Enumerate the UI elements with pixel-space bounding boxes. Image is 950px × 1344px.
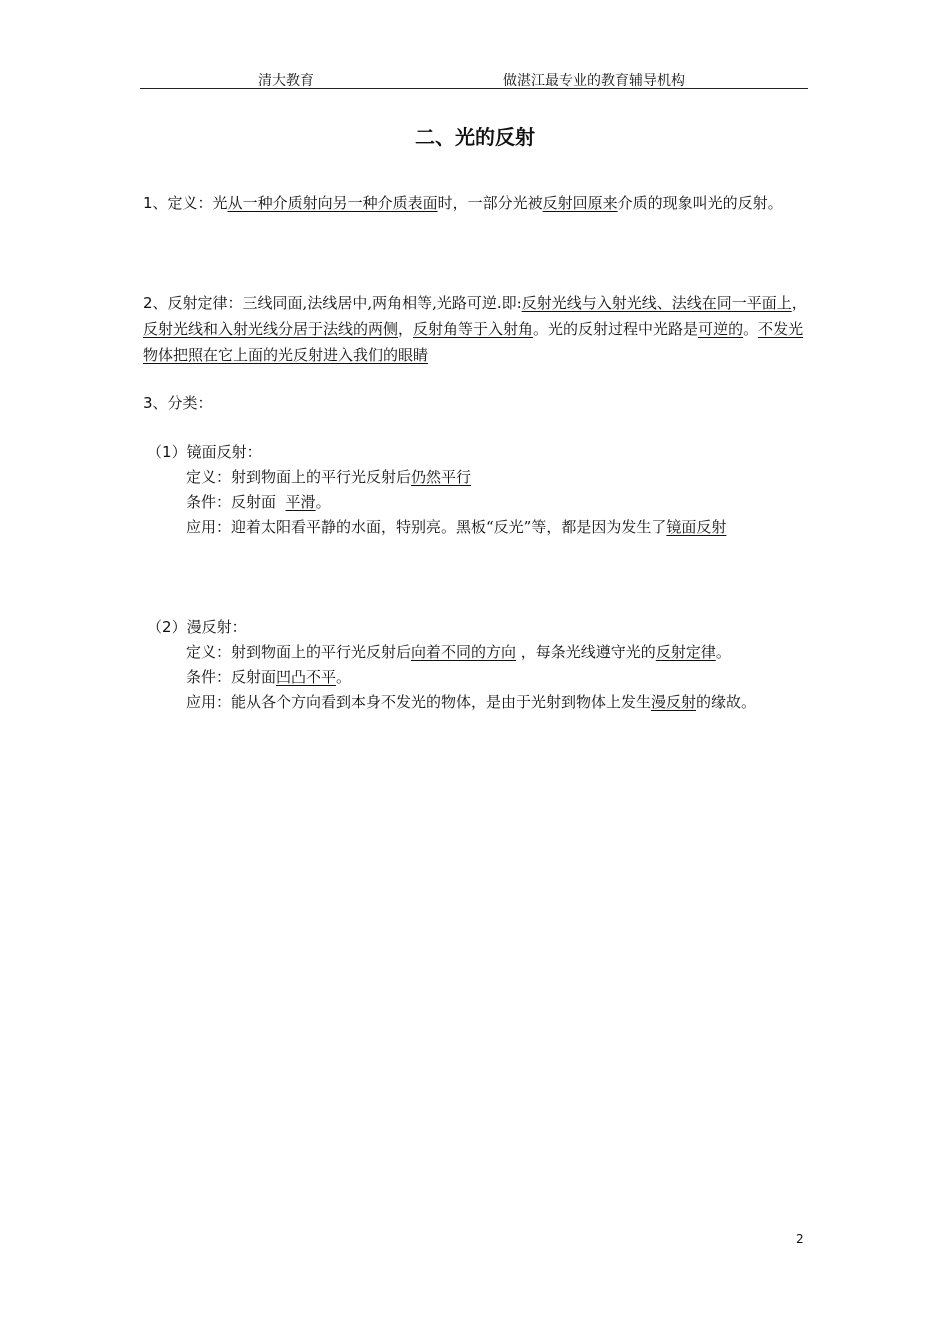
classify-heading [143, 391, 213, 415]
law-number: 2 [143, 294, 153, 312]
mirror-heading [147, 440, 262, 464]
diffuse-definition-text-1: 定义：射到物面上的平行光反射后 [186, 643, 412, 661]
mirror-condition [186, 490, 331, 514]
diffuse-definition-underline-1: 向着不同的方向 [411, 643, 517, 661]
diffuse-heading-label: ）漫反射： [171, 618, 247, 636]
law-underline-5: 不发光物体把照在它上面的光反射进入我们的眼睛 [143, 320, 804, 364]
diffuse-definition [186, 640, 731, 664]
law-underline-1: 反射光线与入射光线、法线在同一平面上 [521, 294, 792, 312]
law-text-5: 。 [743, 320, 759, 338]
mirror-application-underline: 镜面反射 [666, 518, 727, 536]
definition-text-3: 介质的现象叫光的反射。 [617, 194, 783, 212]
diffuse-definition-text-2: ，每条光线遵守光的 [516, 643, 656, 661]
law-text-1: 、反射定律：三线同面,法线居中,两角相等,光路可逆.即: [152, 294, 522, 312]
mirror-application [186, 515, 726, 539]
page-title: 二、光的反射 [415, 125, 535, 149]
header-rule [140, 88, 808, 89]
law-underline-4: 可逆的 [698, 320, 744, 338]
header-right: 做湛江最专业的教育辅导机构 [503, 73, 685, 89]
mirror-heading-label: ）镜面反射： [171, 443, 262, 461]
mirror-condition-text: 条件：反射面 [186, 493, 286, 511]
diffuse-heading-number: 2 [162, 618, 172, 636]
law-text-3: ， [398, 320, 414, 338]
diffuse-condition-underline: 凹凸不平 [276, 668, 337, 686]
law-text-4: 。光的反射过程中光路是 [533, 320, 699, 338]
mirror-definition-text: 定义：射到物面上的平行光反射后 [186, 468, 412, 486]
definition-paragraph [143, 190, 811, 216]
mirror-application-text: 应用：迎着太阳看平静的水面，特别亮。黑板“反光”等，都是因为发生了 [186, 518, 667, 536]
mirror-heading-number: 1 [162, 443, 172, 461]
diffuse-condition-end: 。 [336, 668, 352, 686]
diffuse-heading-open: （ [147, 618, 163, 636]
header-left: 清大教育 [258, 73, 314, 89]
classify-label: 、分类： [152, 394, 213, 412]
law-underline-2: 反射光线和入射光线分居于法线的两侧 [143, 320, 399, 338]
diffuse-condition-text: 条件：反射面 [186, 668, 277, 686]
mirror-definition [186, 465, 471, 489]
definition-underline-1: 从一种介质射向另一种介质表面 [227, 194, 438, 212]
mirror-definition-underline: 仍然平行 [411, 468, 472, 486]
definition-number: 1 [143, 194, 153, 212]
law-paragraph [143, 290, 811, 368]
definition-underline-2: 反射回原来 [542, 194, 618, 212]
mirror-heading-open: （ [147, 443, 163, 461]
law-text-2: ， [791, 294, 807, 312]
definition-text-2: 时，一部分光被 [437, 194, 543, 212]
definition-text-1: 、定义：光 [152, 194, 228, 212]
diffuse-definition-end: 。 [715, 643, 731, 661]
page-number: 2 [796, 1232, 804, 1246]
diffuse-application [186, 690, 756, 714]
diffuse-application-text-2: 的缘故。 [696, 693, 757, 711]
law-underline-3: 反射角等于入射角 [413, 320, 534, 338]
diffuse-application-text-1: 应用：能从各个方向看到本身不发光的物体，是由于光射到物体上发生 [186, 693, 652, 711]
diffuse-condition [186, 665, 351, 689]
mirror-condition-end: 。 [315, 493, 331, 511]
classify-number: 3 [143, 394, 153, 412]
diffuse-application-underline: 漫反射 [651, 693, 697, 711]
diffuse-definition-underline-2: 反射定律 [655, 643, 716, 661]
mirror-condition-underline: 平滑 [285, 493, 316, 511]
diffuse-heading [147, 615, 247, 639]
